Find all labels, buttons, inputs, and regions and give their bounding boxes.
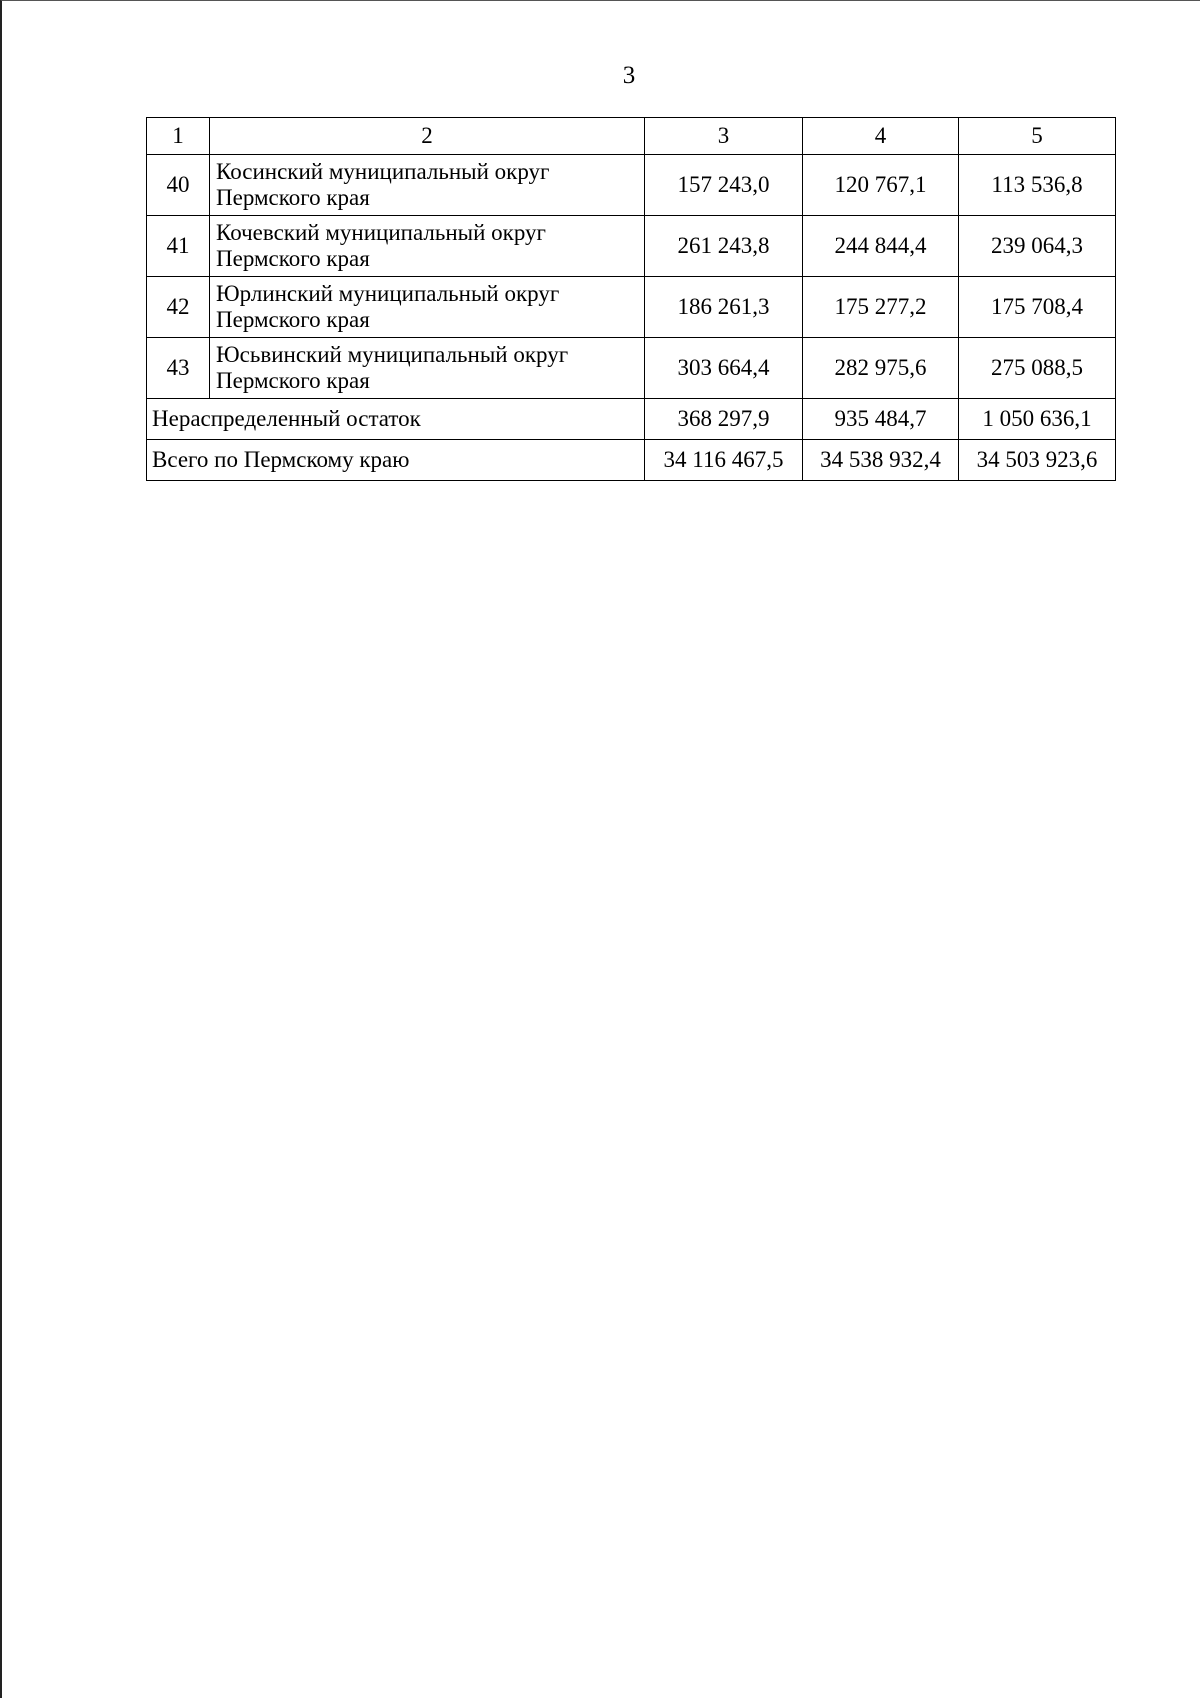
- column-number-header: 1: [147, 118, 210, 155]
- municipality-name-line: Косинский муниципальный округ: [216, 159, 550, 184]
- amount-cell: 120 767,1: [803, 155, 959, 216]
- column-number-header: 5: [959, 118, 1116, 155]
- municipality-name: [210, 216, 645, 277]
- amount-cell: 34 503 923,6: [959, 440, 1116, 481]
- municipality-name: [210, 338, 645, 399]
- summary-label: Нераспределенный остаток: [147, 399, 645, 440]
- total-row: [147, 440, 1116, 481]
- municipality-name: [210, 155, 645, 216]
- amount-cell: 244 844,4: [803, 216, 959, 277]
- column-number-header: 4: [803, 118, 959, 155]
- amount-cell: 368 297,9: [645, 399, 803, 440]
- page-number: 3: [622, 62, 636, 89]
- column-number-header: 3: [645, 118, 803, 155]
- column-number-header: 2: [210, 118, 645, 155]
- table-header-row: [147, 118, 1116, 155]
- municipality-name: [210, 277, 645, 338]
- amount-cell: 186 261,3: [645, 277, 803, 338]
- municipality-name-line: Пермского края: [216, 368, 370, 393]
- amount-cell: 157 243,0: [645, 155, 803, 216]
- municipality-name-line: Юсьвинский муниципальный округ: [216, 342, 569, 367]
- table-row: [147, 338, 1116, 399]
- amount-cell: 34 116 467,5: [645, 440, 803, 481]
- amount-cell: 282 975,6: [803, 338, 959, 399]
- amount-cell: 175 277,2: [803, 277, 959, 338]
- unallocated-balance-row: [147, 399, 1116, 440]
- amount-cell: 935 484,7: [803, 399, 959, 440]
- amount-cell: 261 243,8: [645, 216, 803, 277]
- amount-cell: 275 088,5: [959, 338, 1116, 399]
- table-row: [147, 277, 1116, 338]
- amount-cell: 113 536,8: [959, 155, 1116, 216]
- municipality-name-line: Пермского края: [216, 307, 370, 332]
- row-number: 41: [147, 216, 210, 277]
- table-row: [147, 216, 1116, 277]
- municipality-name-line: Кочевский муниципальный округ: [216, 220, 546, 245]
- municipality-name-line: Пермского края: [216, 246, 370, 271]
- budget-table: [146, 117, 1116, 481]
- row-number: 43: [147, 338, 210, 399]
- amount-cell: 34 538 932,4: [803, 440, 959, 481]
- table-row: [147, 155, 1116, 216]
- amount-cell: 303 664,4: [645, 338, 803, 399]
- amount-cell: 175 708,4: [959, 277, 1116, 338]
- municipality-name-line: Юрлинский муниципальный округ: [216, 281, 560, 306]
- row-number: 40: [147, 155, 210, 216]
- municipality-name-line: Пермского края: [216, 185, 370, 210]
- amount-cell: 1 050 636,1: [959, 399, 1116, 440]
- row-number: 42: [147, 277, 210, 338]
- summary-label: Всего по Пермскому краю: [147, 440, 645, 481]
- amount-cell: 239 064,3: [959, 216, 1116, 277]
